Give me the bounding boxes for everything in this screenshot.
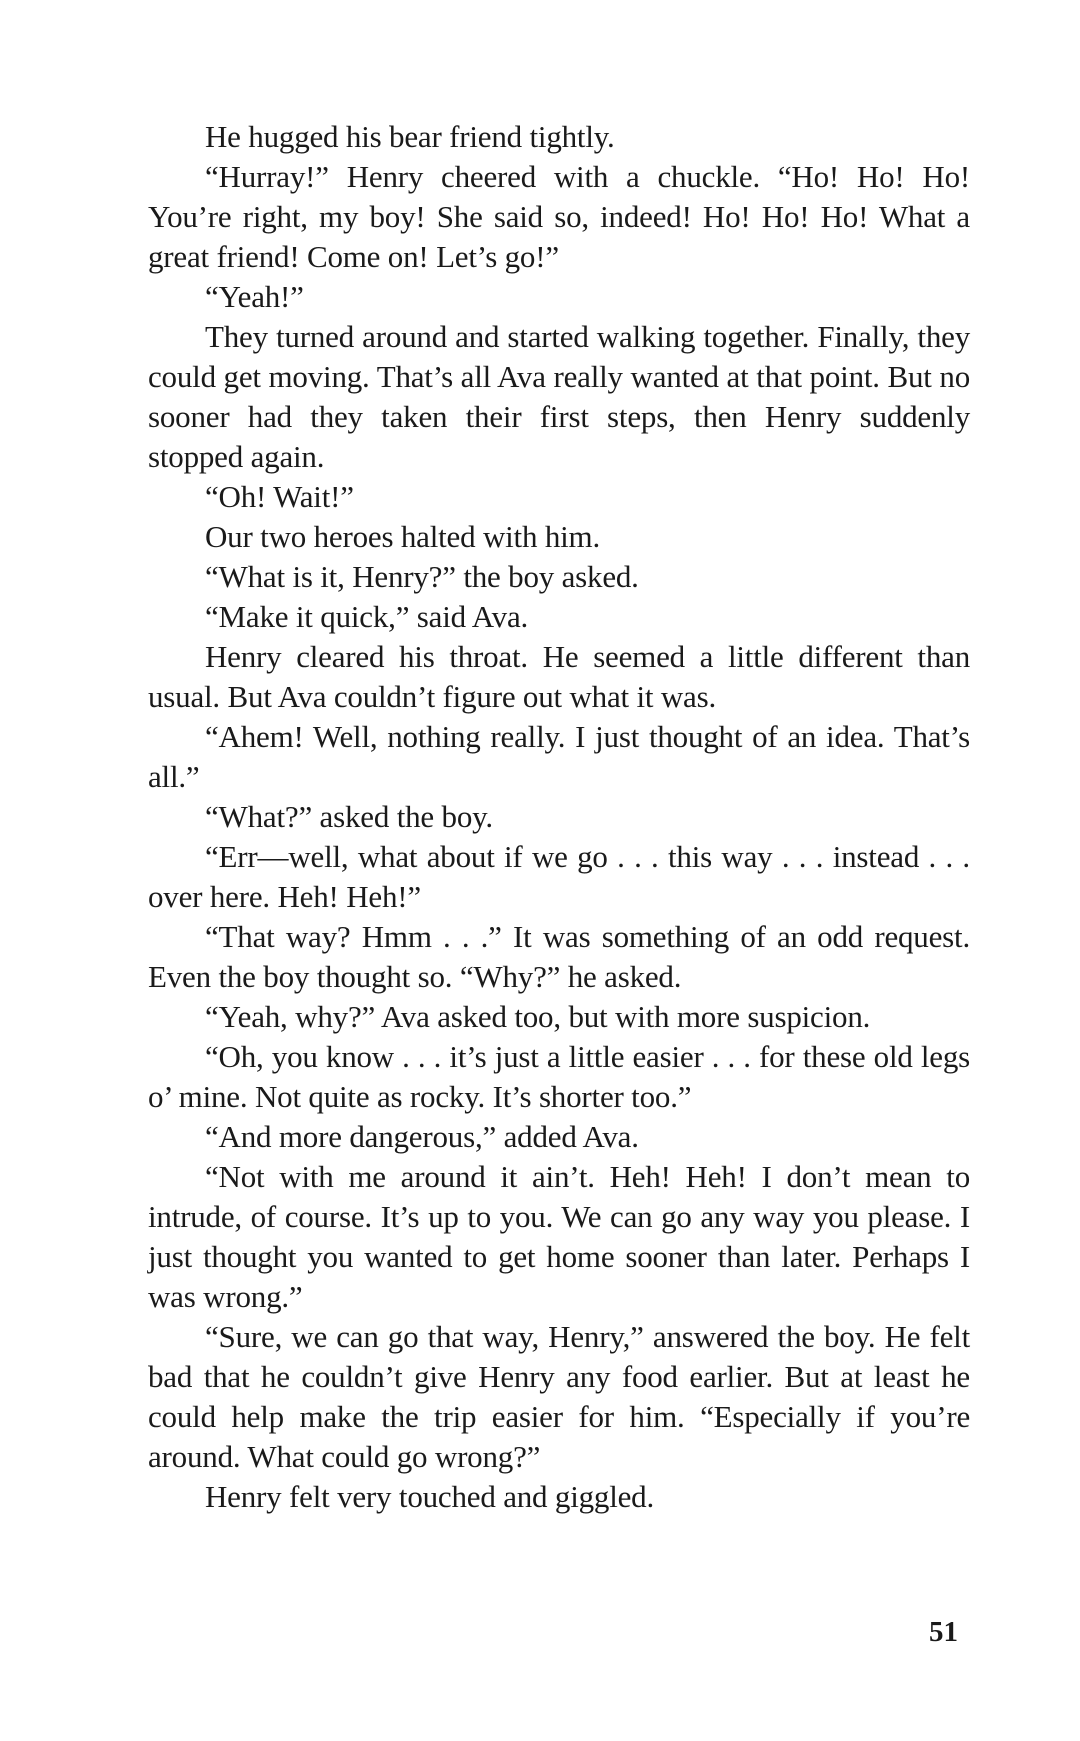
paragraph: “And more dangerous,” added Ava. xyxy=(205,1119,639,1154)
paragraph: “Oh, you know . . . it’s just a little easier . . . for these old legs o’ mine. Not quite as rocky. It’s shorter too.” xyxy=(148,1039,970,1114)
body-text xyxy=(148,117,970,1517)
paragraph: “Not with me around it ain’t. Heh! Heh! I don’t mean to intrude, of course. It’s up to you. We can go any way you please. I just thought you wanted to get home sooner than later. Perhaps I was wrong.” xyxy=(148,1159,970,1314)
paragraph: “Oh! Wait!” xyxy=(205,479,354,514)
paragraph: “Yeah, why?” Ava asked too, but with more suspicion. xyxy=(205,999,871,1034)
paragraph: “That way? Hmm . . .” It was something of an odd request. Even the boy thought so. “Why?” he asked. xyxy=(148,919,970,994)
paragraph: “Ahem! Well, nothing really. I just thought of an idea. That’s all.” xyxy=(148,719,970,794)
paragraph: “Yeah!” xyxy=(205,279,304,314)
paragraph: “Hurray!” Henry cheered with a chuckle. “Ho! Ho! Ho! You’re right, my boy! She said so, indeed! Ho! Ho! Ho! What a great friend! Come on! Let’s go!” xyxy=(148,159,970,274)
paragraph: Henry felt very touched and giggled. xyxy=(205,1479,655,1514)
page-number: 51 xyxy=(929,1616,958,1648)
paragraph: Our two heroes halted with him. xyxy=(205,519,600,554)
paragraph: “What is it, Henry?” the boy asked. xyxy=(205,559,639,594)
paragraph: “What?” asked the boy. xyxy=(205,799,493,834)
paragraph: “Make it quick,” said Ava. xyxy=(205,599,529,634)
paragraph: They turned around and started walking together. Finally, they could get moving. That’s all Ava really wanted at that point. But no sooner had they taken their first steps, then Henry suddenly stopped again. xyxy=(148,319,970,474)
paragraph: Henry cleared his throat. He seemed a little different than usual. But Ava couldn’t figure out what it was. xyxy=(148,639,970,714)
paragraph: He hugged his bear friend tightly. xyxy=(205,119,615,154)
paragraph: “Err—well, what about if we go . . . this way . . . instead . . . over here. Heh! Heh!” xyxy=(148,839,970,914)
paragraph: “Sure, we can go that way, Henry,” answered the boy. He felt bad that he couldn’t give Henry any food earlier. But at least he could help make the trip easier for him. “Especially if you’re around. What could go wrong?” xyxy=(148,1319,970,1474)
